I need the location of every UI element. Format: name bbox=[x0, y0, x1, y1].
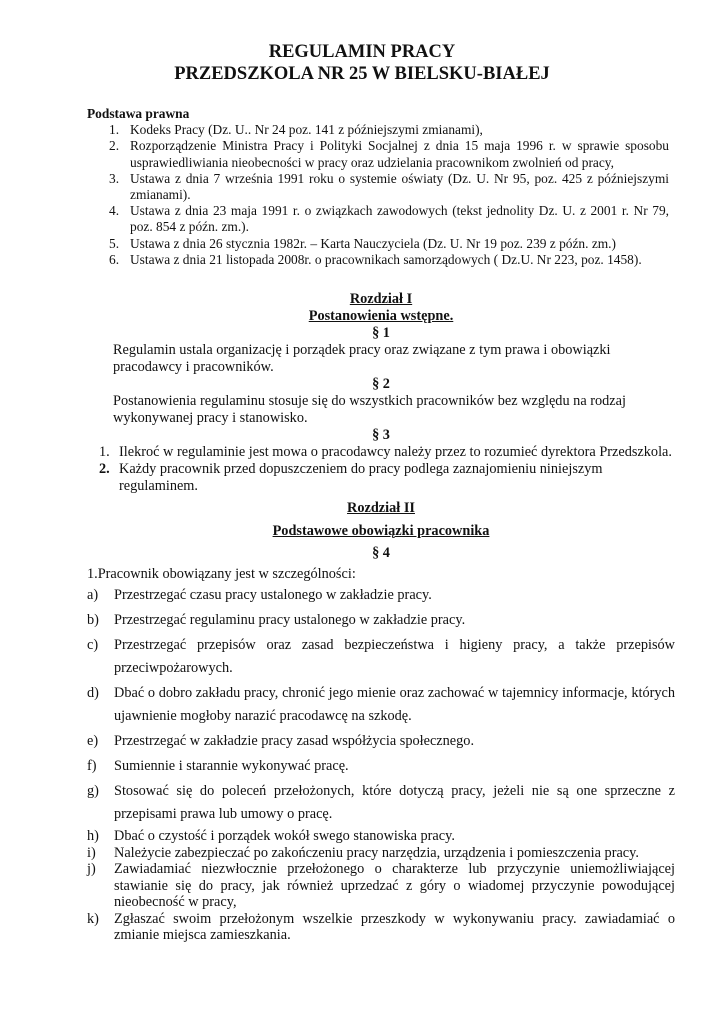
section-4-lead: 1.Pracownik obowiązany jest w szczególności: bbox=[87, 566, 356, 582]
item-text: Ustawa z dnia 26 stycznia 1982r. – Karta Nauczyciela (Dz. U. Nr 19 poz. 239 z późn. zm.) bbox=[130, 235, 616, 251]
legal-basis-list bbox=[87, 122, 669, 268]
item-letter: d) bbox=[87, 685, 99, 701]
item-number: 3. bbox=[109, 170, 120, 186]
duty-item-j bbox=[87, 861, 675, 911]
duty-item-f bbox=[87, 755, 675, 778]
item-letter: c) bbox=[87, 637, 99, 653]
section-mark-2: § 2 bbox=[372, 376, 390, 392]
item-text: Sumiennie i starannie wykonywać pracę. bbox=[114, 758, 349, 774]
section-1-text: Regulamin ustala organizację i porządek pracy oraz związane z tym prawa i obowiązki pracodawcy i pracowników. bbox=[113, 342, 611, 375]
item-letter: i) bbox=[87, 844, 96, 861]
duty-item-h bbox=[87, 828, 675, 845]
duty-item-a bbox=[87, 584, 675, 607]
chapter1-title: Rozdział I bbox=[349, 291, 413, 307]
duty-item-k bbox=[87, 911, 675, 944]
item-text: Zawiadamiać niezwłocznie przełożonego o charakterze lub przyczynie uniemożliwiającej stawianie się do pracy, jak również uprzedzać z góry o wiadomej przyczynie powodującej nieobecność w pracy, bbox=[114, 861, 675, 910]
chapter2-title: Rozdział II bbox=[347, 500, 415, 516]
legal-basis-item bbox=[87, 236, 669, 252]
item-text: Dbać o czystość i porządek wokół swego stanowiska pracy. bbox=[114, 828, 455, 844]
duty-item-d bbox=[87, 682, 675, 728]
section-2-text: Postanowienia regulaminu stosuje się do wszystkich pracowników bez względu na rodzaj wykonywanej pracy i stanowisko. bbox=[113, 393, 626, 426]
chapter2-subtitle: Podstawowe obowiązki pracownika bbox=[272, 523, 490, 539]
section-3-item bbox=[87, 461, 675, 495]
item-letter: j) bbox=[87, 861, 96, 877]
item-text: Przestrzegać czasu pracy ustalonego w zakładzie pracy. bbox=[114, 587, 432, 603]
item-text: Przestrzegać regulaminu pracy ustalonego w zakładzie pracy. bbox=[114, 612, 466, 628]
item-letter: g) bbox=[87, 783, 99, 799]
item-number: 5. bbox=[109, 235, 120, 251]
chapter1-subtitle: Postanowienia wstępne. bbox=[308, 308, 454, 324]
item-number: 1. bbox=[99, 444, 110, 460]
legal-basis-item bbox=[87, 171, 669, 203]
item-text: Zgłaszać swoim przełożonym wszelkie przeszkody w wykonywaniu pracy. zawiadamiać o zmianie miejsca zamieszkania. bbox=[114, 910, 675, 943]
section-mark-3: § 3 bbox=[372, 427, 390, 443]
document-title: REGULAMIN PRACY bbox=[268, 42, 456, 62]
item-number: 2. bbox=[99, 461, 110, 477]
document-subtitle: PRZEDSZKOLA NR 25 W BIELSKU-BIAŁEJ bbox=[174, 64, 550, 84]
item-text: Ustawa z dnia 7 września 1991 roku o systemie oświaty (Dz. U. Nr 95, poz. 425 z późniejszymi zmianami). bbox=[130, 170, 669, 203]
item-text: Ilekroć w regulaminie jest mowa o pracodawcy należy przez to rozumieć dyrektora Przedszkola. bbox=[119, 444, 672, 460]
item-letter: k) bbox=[87, 910, 99, 927]
item-text: Ustawa z dnia 21 listopada 2008r. o pracownikach samorządowych ( Dz.U. Nr 223, poz. 1458). bbox=[130, 251, 642, 267]
item-letter: e) bbox=[87, 733, 99, 749]
item-letter: f) bbox=[87, 758, 97, 774]
item-letter: b) bbox=[87, 612, 99, 628]
duty-item-b bbox=[87, 609, 675, 632]
duty-item-c bbox=[87, 634, 675, 680]
item-text: Ustawa z dnia 23 maja 1991 r. o związkach zawodowych (tekst jednolity Dz. U. z 2001 r. Nr 79, poz. 854 z późn. zm.). bbox=[130, 203, 669, 235]
section-mark-1: § 1 bbox=[372, 325, 390, 341]
item-number: 1. bbox=[109, 122, 120, 138]
legal-basis-section bbox=[87, 106, 669, 268]
item-text: Należycie zabezpieczać po zakończeniu pracy narzędzia, urządzenia i pomieszczenia pracy. bbox=[114, 844, 639, 861]
legal-basis-item bbox=[87, 122, 669, 138]
legal-basis-item bbox=[87, 203, 669, 235]
item-text: Przestrzegać w zakładzie pracy zasad współżycia społecznego. bbox=[114, 733, 475, 749]
item-number: 6. bbox=[109, 251, 120, 267]
section-3-item bbox=[87, 444, 675, 461]
item-letter: a) bbox=[87, 587, 99, 603]
item-text: Dbać o dobro zakładu pracy, chronić jego mienie oraz zachować w tajemnicy informacje, których ujawnienie mogłoby narazić pracodawcę na szkodę. bbox=[114, 685, 675, 724]
item-text: Rozporządzenie Ministra Pracy i Polityki Socjalnej z dnia 15 maja 1996 r. w sprawie sposobu usprawiedliwiania nieobecności w pracy oraz udzielania pracownikom zwolnień od pracy, bbox=[130, 138, 669, 170]
regulation-body bbox=[87, 291, 675, 944]
duty-item-g bbox=[87, 780, 675, 826]
item-letter: h) bbox=[87, 828, 99, 844]
item-text: Stosować się do poleceń przełożonych, które dotyczą pracy, jeżeli nie są one sprzeczne z przepisami prawa lub umowy o pracę. bbox=[114, 783, 675, 822]
item-number: 2. bbox=[109, 138, 120, 154]
item-number: 4. bbox=[109, 203, 120, 219]
section-mark-4: § 4 bbox=[372, 545, 390, 561]
duty-item-i bbox=[87, 845, 675, 862]
item-text: Każdy pracownik przed dopuszczeniem do pracy podlega zaznajomieniu niniejszym regulaminem. bbox=[119, 461, 603, 494]
legal-basis-item bbox=[87, 252, 669, 268]
item-text: Kodeks Pracy (Dz. U.. Nr 24 poz. 141 z późniejszymi zmianami), bbox=[130, 122, 483, 138]
item-text: Przestrzegać przepisów oraz zasad bezpieczeństwa i higieny pracy, a także przepisów przeciwpożarowych. bbox=[114, 637, 675, 676]
duty-item-e bbox=[87, 730, 675, 753]
legal-basis-item bbox=[87, 138, 669, 170]
legal-basis-heading: Podstawa prawna bbox=[87, 106, 190, 121]
